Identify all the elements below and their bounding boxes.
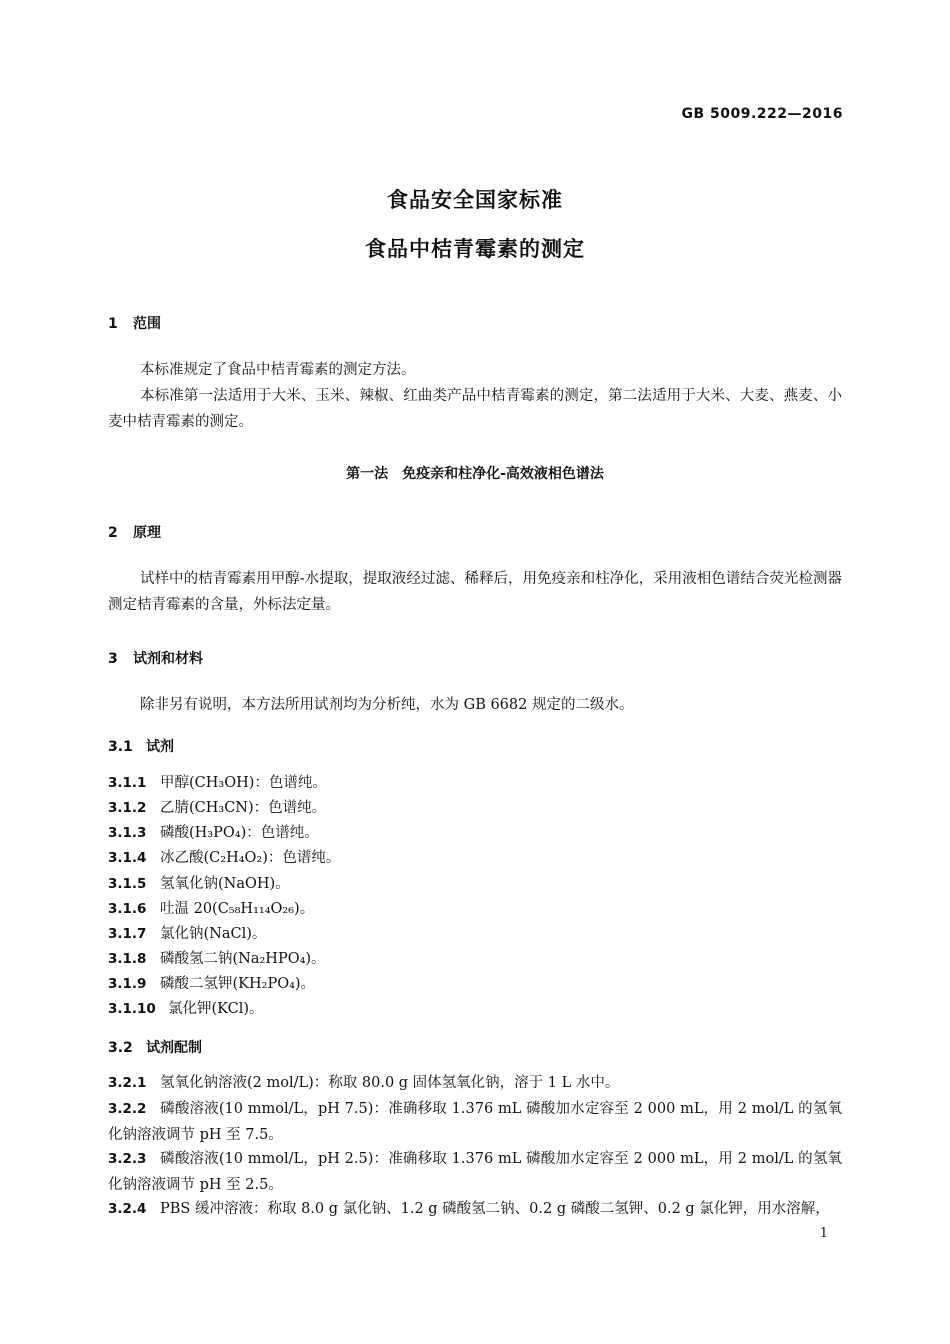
section-heading-reagents-materials: [108, 648, 203, 668]
subsection-title: 试剂: [146, 739, 174, 755]
list-item: [108, 821, 319, 842]
list-item: [108, 972, 315, 993]
subsection-number: 3.2: [108, 1040, 133, 1056]
item-text: 冰乙酸(C₂H₄O₂)：色谱纯。: [160, 850, 341, 866]
item-number: 3.2.4: [108, 1201, 147, 1217]
section-title: 范围: [133, 316, 161, 332]
item-text: 磷酸氢二钠(Na₂HPO₄)。: [160, 951, 326, 967]
subsection-number: 3.1: [108, 739, 133, 755]
item-number: 3.1.7: [108, 926, 147, 942]
list-item: [108, 771, 327, 792]
item-text: 氯化钾(KCl)。: [168, 1001, 264, 1017]
item-text: 乙腈(CH₃CN)：色谱纯。: [160, 800, 327, 816]
item-number: 3.1.5: [108, 876, 147, 892]
item-number: 3.1.4: [108, 850, 147, 866]
list-item: [108, 1196, 842, 1222]
list-item: [108, 1096, 842, 1148]
item-number: 3.2.1: [108, 1075, 147, 1091]
item-number: 3.1.3: [108, 825, 147, 841]
item-text: 磷酸溶液(10 mmol/L，pH 7.5)：准确移取 1.376 mL 磷酸加水定容至 2 000 mL，用 2 mol/L 的氢氧化钠溶液调节 pH 至 7.5。: [108, 1101, 842, 1143]
item-number: 3.2.2: [108, 1101, 147, 1117]
standard-code: GB 5009.222—2016: [681, 106, 843, 122]
paragraph: 本标准规定了食品中桔青霉素的测定方法。: [140, 362, 416, 378]
item-number: 3.1.8: [108, 951, 147, 967]
list-item: [108, 1146, 842, 1198]
section-number: 1: [108, 316, 118, 332]
section-number: 3: [108, 651, 118, 667]
item-text: 磷酸溶液(10 mmol/L，pH 2.5)：准确移取 1.376 mL 磷酸加水定容至 2 000 mL，用 2 mol/L 的氢氧化钠溶液调节 pH 至 2.5。: [108, 1151, 842, 1193]
item-text: 氢氧化钠(NaOH)。: [160, 876, 290, 892]
section-heading-scope: [108, 313, 161, 333]
section-title: 试剂和材料: [133, 651, 203, 667]
list-item: [108, 997, 264, 1018]
item-number: 3.2.3: [108, 1151, 147, 1167]
paragraph: 试样中的桔青霉素用甲醇-水提取，提取液经过滤、稀释后，用免疫亲和柱净化，采用液相色谱结合荧光检测器测定桔青霉素的含量，外标法定量。: [108, 571, 842, 613]
item-text: 氢氧化钠溶液(2 mol/L)：称取 80.0 g 固体氢氧化钠，溶于 1 L 水中。: [160, 1075, 620, 1091]
subsection-title: 试剂配制: [146, 1040, 202, 1056]
item-text: 吐温 20(C₅₈H₁₁₄O₂₆)。: [160, 901, 315, 917]
item-text: 甲醇(CH₃OH)：色谱纯。: [160, 775, 327, 791]
list-item: [108, 922, 266, 943]
paragraph: 本标准第一法适用于大米、玉米、辣椒、红曲类产品中桔青霉素的测定，第二法适用于大米、大麦、燕麦、小麦中桔青霉素的测定。: [108, 388, 842, 430]
section-number: 2: [108, 525, 118, 541]
subsection-heading-reagents: [108, 736, 174, 756]
section-heading-principle: [108, 522, 161, 542]
paragraph: 除非另有说明，本方法所用试剂均为分析纯，水为 GB 6682 规定的二级水。: [140, 697, 634, 713]
section-title: 原理: [133, 525, 161, 541]
list-item: [108, 796, 326, 817]
list-item: [108, 897, 314, 918]
document-title: 食品安全国家标准: [387, 188, 563, 212]
item-number: 3.1.6: [108, 901, 147, 917]
item-number: 3.1.2: [108, 800, 147, 816]
item-number: 3.1.10: [108, 1001, 156, 1017]
method-heading: 第一法 免疫亲和柱净化-高效液相色谱法: [346, 466, 604, 482]
list-item: [108, 1070, 842, 1096]
page-number: 1: [819, 1226, 828, 1241]
item-text: PBS 缓冲溶液：称取 8.0 g 氯化钠、1.2 g 磷酸氢二钠、0.2 g 磷酸二氢钾、0.2 g 氯化钾，用水溶解，: [160, 1201, 830, 1217]
list-item: [108, 846, 340, 867]
item-number: 3.1.1: [108, 775, 147, 791]
item-number: 3.1.9: [108, 976, 147, 992]
item-text: 氯化钠(NaCl)。: [160, 926, 267, 942]
item-text: 磷酸二氢钾(KH₂PO₄)。: [160, 976, 316, 992]
list-item: [108, 872, 290, 893]
document-subtitle: 食品中桔青霉素的测定: [365, 237, 585, 261]
subsection-heading-preparation: [108, 1037, 202, 1057]
list-item: [108, 947, 326, 968]
item-text: 磷酸(H₃PO₄)：色谱纯。: [160, 825, 319, 841]
